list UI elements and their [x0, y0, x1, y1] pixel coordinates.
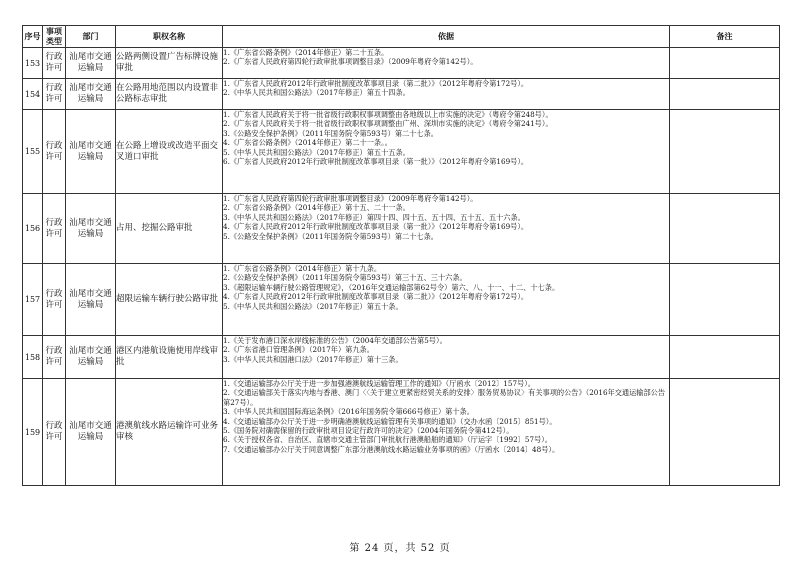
- row-note: [670, 79, 780, 110]
- basis-line: 1.《广东省公路条例》（2014年修正）第二十五条。: [223, 48, 389, 57]
- row-number: 154: [23, 79, 43, 110]
- table-row: [23, 48, 780, 79]
- table-row: [23, 336, 780, 379]
- basis-line: 6.《关于授权各省、自治区、直辖市交通主管部门审批航行港澳船舶的通知》（厅运字〔1992〕57号）。: [223, 435, 552, 445]
- basis-line: 2.《交通运输部关于落实内地与香港、澳门〈〈关于建立更紧密经贸关系的安排〉服务贸易协议〉有关事项的公告》（2016年交通运输部公告第27号）。: [223, 388, 666, 407]
- row-basis: [223, 194, 670, 264]
- basis-line: 1.《交通运输部办公厅关于进一步加强港澳航线运输管理工作的通知》（厅函水〔2012〕157号）。: [223, 379, 535, 388]
- row-dept: 汕尾市交通运输局: [66, 336, 116, 379]
- row-dept: 汕尾市交通运输局: [66, 79, 116, 110]
- row-dept: 汕尾市交通运输局: [66, 194, 116, 264]
- basis-line: 3.《中华人民共和国公路法》（2017年修正）第四十四、四十五、五十四、五十五、五十六条。: [223, 212, 525, 222]
- row-number: 159: [23, 379, 43, 486]
- basis-line: 2.《中华人民共和国公路法》（2017年修正）第五十四条。: [223, 88, 410, 98]
- table-row: [23, 194, 780, 264]
- row-number: 156: [23, 194, 43, 264]
- header-note: 备注: [670, 26, 780, 48]
- row-number: 155: [23, 110, 43, 194]
- basis-line: 4.《广东省人民政府2012年行政审批制度改革事项目录（第二批）》（2012年粤府令第172号）。: [223, 292, 529, 302]
- header-name: 职权名称: [116, 26, 223, 48]
- header-basis: 依据: [223, 26, 670, 48]
- row-basis: [223, 48, 670, 79]
- header-no: 序号: [23, 26, 43, 48]
- basis-line: 5.《公路安全保护条例》（2011年国务院令第593号）第二十七条。: [223, 231, 438, 241]
- row-basis: [223, 264, 670, 336]
- row-note: [670, 110, 780, 194]
- basis-line: 3.《公路安全保护条例》（2011年国务院令第593号）第二十七条。: [223, 128, 438, 138]
- row-type: 行政许可: [43, 194, 66, 264]
- row-type: 行政许可: [43, 48, 66, 79]
- basis-line: 2.《广东省人民政府关于将一批省级行政职权事项调整由广州、深圳市实施的决定》（粤府令第241号）。: [223, 119, 553, 129]
- row-note: [670, 48, 780, 79]
- basis-line: 3.《超限运输车辆行驶公路管理规定》，（2016年交通运输部第62号令）第六、八、十一、十二、十七条。: [223, 282, 560, 292]
- row-authority-name: 公路两侧设置广告标牌设施审批: [116, 48, 223, 79]
- basis-line: 1.《关于发布港口深水岸线标准的公告》（2004年交通部公告第5号）。: [223, 336, 447, 345]
- basis-line: 2.《公路安全保护条例》（2011年国务院令第593号）第三十五、三十六条。: [223, 273, 467, 283]
- row-authority-name: 港澳航线水路运输许可业务审核: [116, 379, 223, 486]
- authority-table: [22, 25, 780, 486]
- row-dept: 汕尾市交通运输局: [66, 379, 116, 486]
- basis-line: 5.《国务院对确需保留的行政审批项目设定行政许可的决定》（2004年国务院令第412号）。: [223, 426, 514, 436]
- table-row: [23, 79, 780, 110]
- row-authority-name: 占用、挖掘公路审批: [116, 194, 223, 264]
- row-note: [670, 336, 780, 379]
- basis-line: 3.《中华人民共和国国际海运条例》（2016年国务院令第666号修正）第十条。: [223, 407, 474, 417]
- row-dept: 汕尾市交通运输局: [66, 48, 116, 79]
- basis-line: 4.《广东省人民政府2012年行政审批制度改革事项目录（第一批）》（2012年粤府令第169号）。: [223, 222, 529, 232]
- basis-line: 5.《中华人民共和国公路法》（2017年修正）第五十五条。: [223, 147, 410, 157]
- table-row: [23, 379, 780, 486]
- row-authority-name: 在公路上增设或改造平面交叉道口审批: [116, 110, 223, 194]
- row-dept: 汕尾市交通运输局: [66, 264, 116, 336]
- table-row: [23, 264, 780, 336]
- row-number: 153: [23, 48, 43, 79]
- basis-line: 5.《中华人民共和国公路法》（2017年修正）第五十条。: [223, 301, 403, 311]
- basis-line: 3.《中华人民共和国港口法》（2017年修正）第十三条。: [223, 354, 403, 364]
- row-type: 行政许可: [43, 379, 66, 486]
- row-basis: [223, 110, 670, 194]
- basis-line: 2.《广东省公路条例》（2014年修正）第十五、二十一条。: [223, 203, 410, 213]
- row-authority-name: 港区内港航设施使用岸线审批: [116, 336, 223, 379]
- basis-line: 2.《广东省港口管理条例》（2017年）第九条。: [223, 345, 374, 355]
- row-number: 158: [23, 336, 43, 379]
- basis-line: 1.《广东省人民政府第四轮行政审批事项调整目录》（2009年粤府令第142号）。: [223, 194, 478, 203]
- row-type: 行政许可: [43, 110, 66, 194]
- basis-line: 2.《广东省人民政府第四轮行政审批事项调整目录》（2009年粤府令第142号）。: [223, 57, 478, 67]
- page-number: 第 24 页，共 52 页: [349, 543, 451, 554]
- basis-line: 4.《交通运输部办公厅关于进一步明确港澳航线运输管理有关事项的通知》（交办水函〔2015〕851号）。: [223, 416, 557, 426]
- row-type: 行政许可: [43, 79, 66, 110]
- header-dept: 部门: [66, 26, 116, 48]
- basis-line: 1.《广东省人民政府关于将一批省级行政职权事项调整由各地级以上市实施的决定》（粤府令第248号）。: [223, 110, 553, 119]
- basis-line: 7.《交通运输部办公厅关于同意调整广东部分港澳航线水路运输业务事项的函》（厅函水〔2014〕48号）。: [223, 444, 560, 454]
- basis-line: 4.《广东省公路条例》（2014年修正）第二十一条。。: [223, 138, 392, 148]
- row-type: 行政许可: [43, 264, 66, 336]
- row-basis: [223, 379, 670, 486]
- row-basis: [223, 336, 670, 379]
- row-authority-name: 超限运输车辆行驶公路审批: [116, 264, 223, 336]
- basis-line: 1.《广东省公路条例》（2014年修正）第十九条。: [223, 264, 382, 273]
- row-note: [670, 264, 780, 336]
- row-dept: 汕尾市交通运输局: [66, 110, 116, 194]
- row-type: 行政许可: [43, 336, 66, 379]
- table-header-row: [23, 26, 780, 48]
- row-authority-name: 在公路用地范围以内设置非公路标志审批: [116, 79, 223, 110]
- header-type: 事项类型: [43, 26, 66, 48]
- row-number: 157: [23, 264, 43, 336]
- row-note: [670, 379, 780, 486]
- row-note: [670, 194, 780, 264]
- basis-line: 6.《广东省人民政府2012年行政审批制度改革事项目录（第一批）》（2012年粤府令第169号）。: [223, 157, 529, 167]
- row-basis: [223, 79, 670, 110]
- table-row: [23, 110, 780, 194]
- basis-line: 1.《广东省人民政府2012年行政审批制度改革事项目录（第二批）》（2012年粤府令第172号）。: [223, 79, 529, 88]
